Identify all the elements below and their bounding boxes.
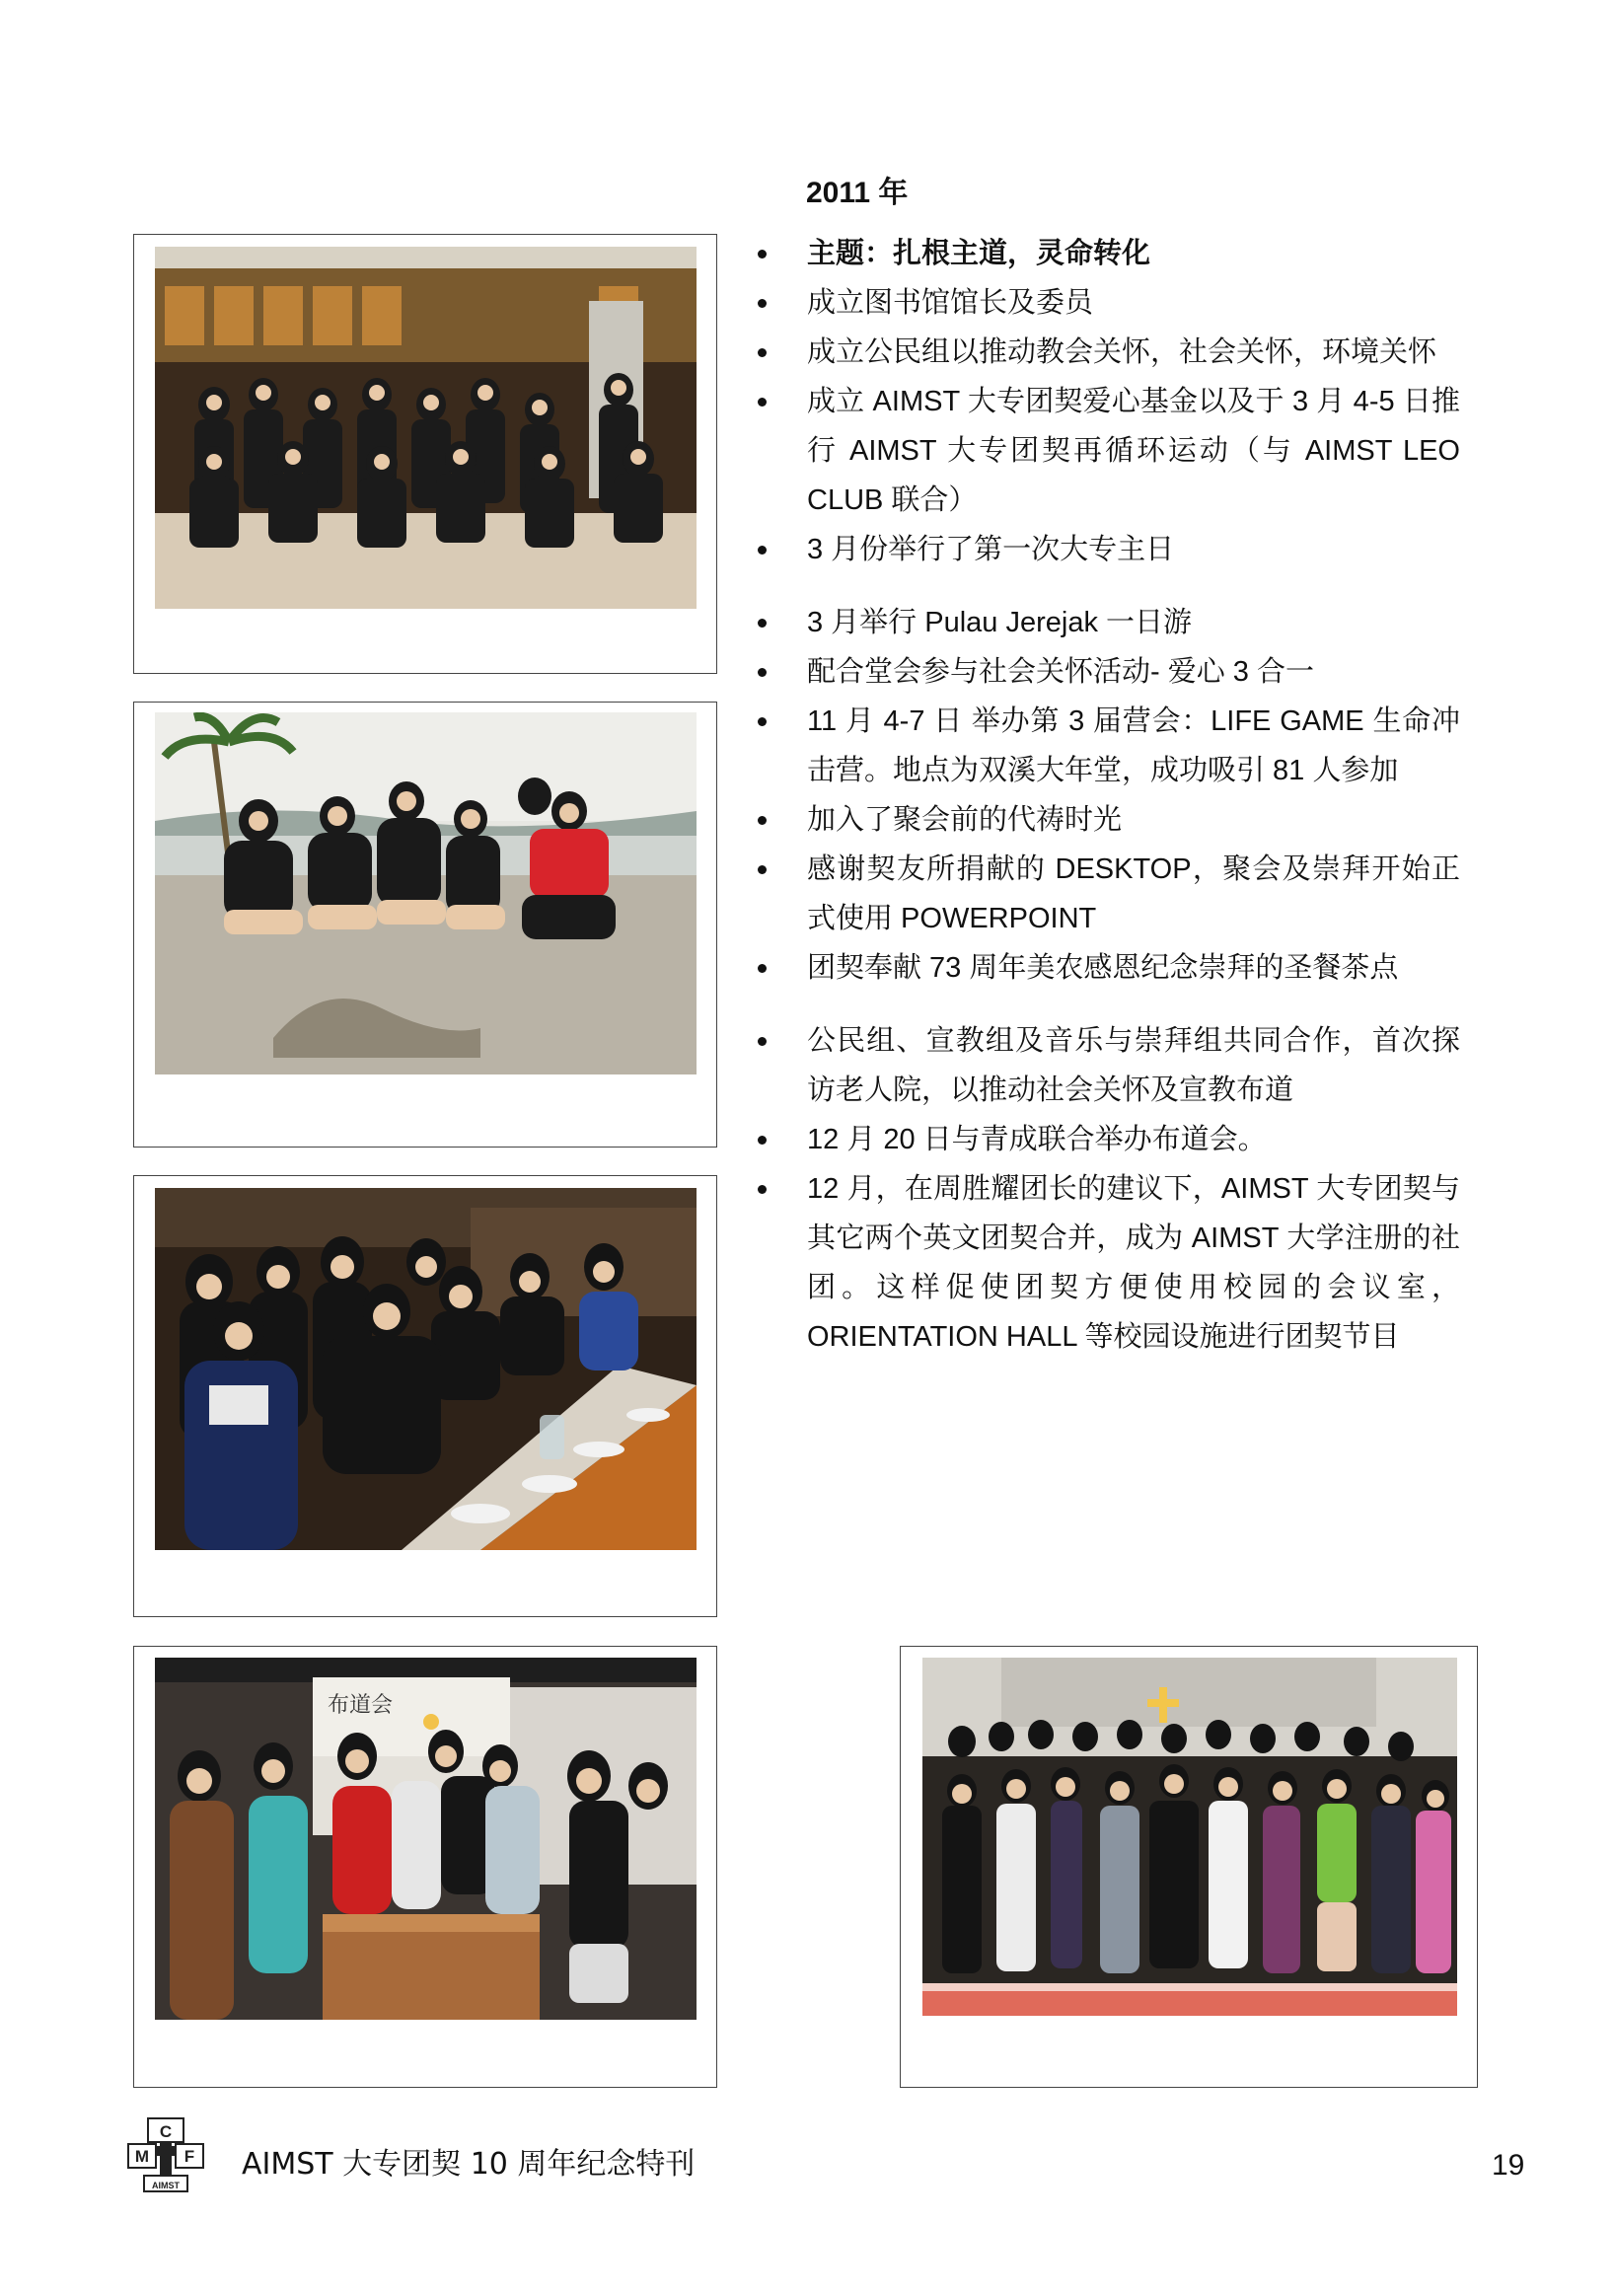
bullet-item: 感谢契友所捐献的 DESKTOP，聚会及崇拜开始正式使用 POWERPOINT (750, 845, 1460, 943)
group-photo-night-hall (155, 247, 697, 609)
evangelism-screen-title: 布道会 (328, 1693, 394, 1718)
bullet-item: 12 月 20 日与青成联合举办布道会。 (750, 1115, 1460, 1164)
church-group-photo (922, 1658, 1457, 2016)
logo-letter-f: F (184, 2147, 195, 2166)
photo-frame-2 (133, 702, 717, 1148)
bullet-item: 3 月举行 Pulau Jerejak 一日游 (750, 598, 1460, 647)
logo-letter-m: M (134, 2147, 150, 2166)
bullet-item: 成立 AIMST 大专团契爱心基金以及于 3 月 4-5 日推行 AIMST 大专团契再循环运动（与 AIMST LEO CLUB 联合） (750, 377, 1460, 525)
bullet-item: 加入了聚会前的代祷时光 (750, 795, 1460, 845)
bullet-item: 配合堂会参与社会关怀活动- 爱心 3 合一 (750, 647, 1460, 697)
bullet-item: 11 月 4-7 日 举办第 3 届营会：LIFE GAME 生命冲击营。地点为双溪大年堂，成功吸引 81 人参加 (750, 697, 1460, 795)
logo-letter-c: C (159, 2122, 173, 2141)
bullet-item: 成立公民组以推动教会关怀，社会关怀，环境关怀 (750, 328, 1460, 377)
bullet-item: 主题：扎根主道，灵命转化 (750, 229, 1460, 278)
bullet-item: 12 月，在周胜耀团长的建议下，AIMST 大专团契与其它两个英文团契合并，成为 AIMST 大学注册的社团。这样促使团契方便使用校园的会议室，ORIENTATION HALL 等校园设施进行团契节目 (750, 1164, 1460, 1362)
photo-frame-1 (133, 234, 717, 674)
logo-aimst: AIMST (152, 2181, 180, 2190)
photo-frame-3 (133, 1175, 717, 1617)
photo-frame-5 (900, 1646, 1478, 2088)
year-heading: 2011 年 (806, 177, 909, 209)
bullet-item: 3 月份举行了第一次大专主日 (750, 525, 1460, 574)
bullet-item: 团契奉献 73 周年美农感恩纪念崇拜的圣餐茶点 (750, 943, 1460, 993)
footer-publication-title: AIMST 大专团契 10 周年纪念特刊 (242, 2147, 696, 2182)
page-number: 19 (1492, 2149, 1525, 2182)
dinner-gathering-photo (155, 1188, 697, 1550)
mcf-logo (126, 2116, 205, 2193)
photo-frame-4 (133, 1646, 717, 2088)
bullet-item: 公民组、宣教组及音乐与崇拜组共同合作，首次探访老人院，以推动社会关怀及宣教布道 (750, 1016, 1460, 1115)
evangelism-meeting-photo (155, 1658, 697, 2020)
bullet-list (750, 229, 1460, 1362)
bullet-item: 成立图书馆馆长及委员 (750, 278, 1460, 328)
beach-trip-photo (155, 712, 697, 1074)
